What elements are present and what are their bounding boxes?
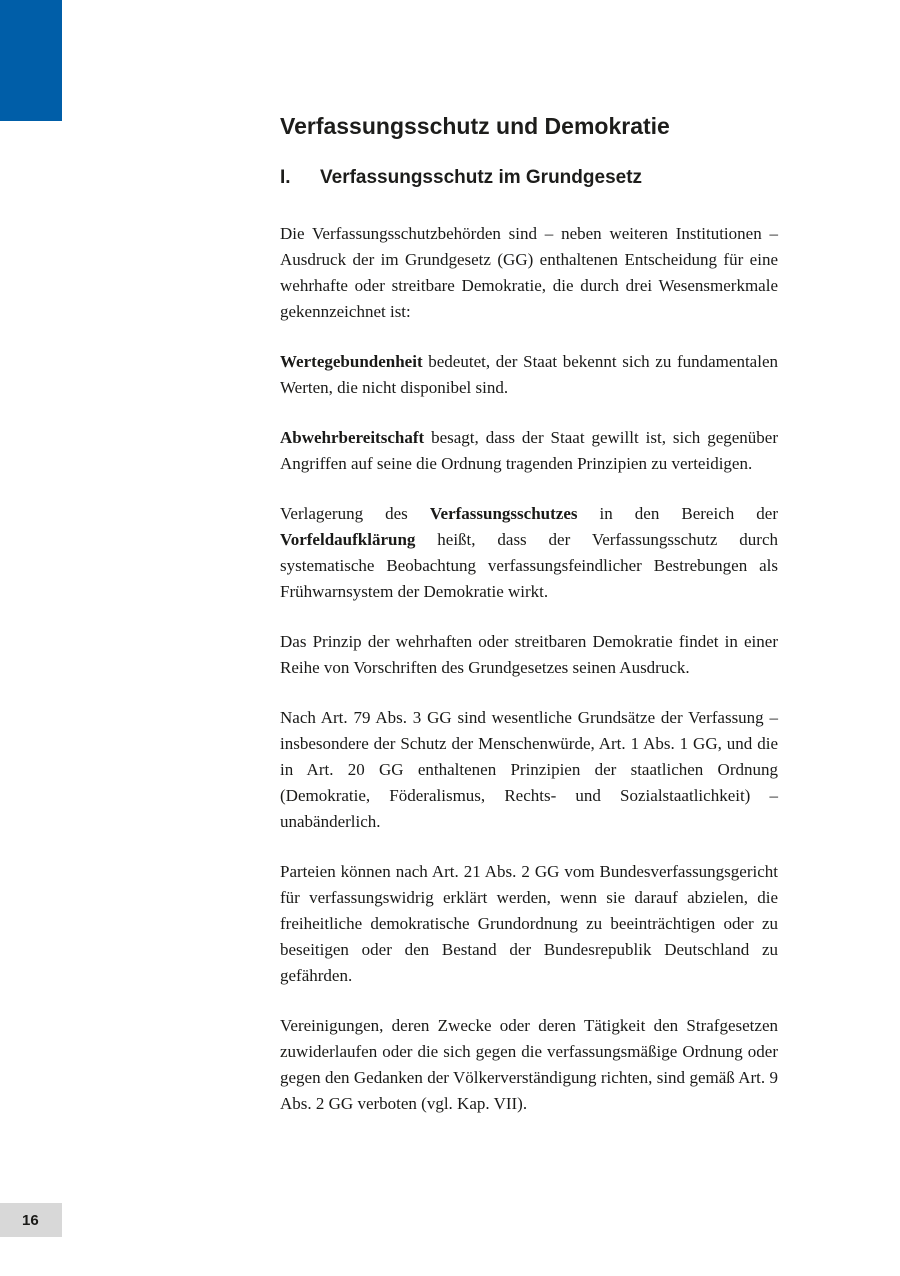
page-number-tab	[0, 1203, 62, 1237]
page-number: 16	[22, 1211, 39, 1229]
paragraph-run: bedeutet, der Staat bekennt sich zu fundamentalen Werten, die nicht disponibel sind.	[280, 352, 778, 397]
paragraph	[280, 705, 778, 835]
paragraph-run-bold: Verfassungsschutzes	[429, 504, 578, 523]
paragraph-run: in den Bereich der	[577, 504, 778, 523]
paragraph	[280, 221, 778, 325]
paragraph	[280, 629, 778, 681]
chapter-title: Verfassungsschutz und Demokratie	[280, 113, 670, 139]
paragraph-run: Parteien können nach Art. 21 Abs. 2 GG vom Bundesverfassungsgericht für verfassungswidrig erklärt werden, wenn sie darauf abzielen, die freiheitliche demokratische Grundordnung zu beeinträchtigen oder zu beseitigen oder den Bestand der Bundesrepublik Deutschland zu gefährden.	[280, 862, 778, 985]
paragraph	[280, 1013, 778, 1117]
paragraph-run: heißt, dass der Verfassungsschutz durch systematische Beobachtung verfassungsfeindlicher Bestrebungen als Frühwarnsystem der Demokratie wirkt.	[280, 530, 778, 601]
paragraph-run-bold: Wertegebundenheit	[280, 352, 423, 371]
paragraph-run-bold: Vorfeldaufklärung	[280, 530, 416, 549]
paragraph-run: Vereinigungen, deren Zwecke oder deren Tätigkeit den Strafgesetzen zuwiderlaufen oder die sich gegen die verfassungsmäßige Ordnung oder gegen den Gedanken der Völkerverständigung richten, sind gemäß Art. 9 Abs. 2 GG verboten (vgl. Kap. VII).	[280, 1016, 778, 1113]
paragraph-run: Nach Art. 79 Abs. 3 GG sind wesentliche Grundsätze der Verfassung – insbesondere der Schutz der Menschenwürde, Art. 1 Abs. 1 GG, und die in Art. 20 GG enthaltenen Prinzipien der staatlichen Ordnung (Demokratie, Föderalismus, Rechts- und Sozialstaatlichkeit) – unabänderlich.	[280, 708, 778, 831]
accent-blue-block	[0, 0, 62, 121]
paragraph-run-bold: Abwehrbereitschaft	[280, 428, 425, 447]
section-numeral: I.	[280, 167, 291, 188]
paragraph-run: Verlagerung des	[280, 504, 430, 523]
paragraph-run: besagt, dass der Staat gewillt ist, sich gegenüber Angriffen auf seine die Ordnung tragenden Prinzipien zu verteidigen.	[280, 428, 778, 473]
content-column	[280, 112, 778, 1117]
paragraph	[280, 859, 778, 989]
section-heading-text: Verfassungsschutz im Grundgesetz	[320, 167, 643, 188]
paragraph	[280, 349, 778, 401]
paragraph-run: Die Verfassungsschutzbehörden sind – neben weiteren Institutionen – Ausdruck der im Grundgesetz (GG) enthaltenen Entscheidung für eine wehrhafte oder streitbare Demokratie, die durch drei Wesensmerkmale gekennzeichnet ist:	[280, 224, 778, 321]
paragraph	[280, 425, 778, 477]
section-heading	[280, 166, 778, 189]
body-paragraphs	[280, 221, 778, 1117]
paragraph-run: Das Prinzip der wehrhaften oder streitbaren Demokratie findet in einer Reihe von Vorschriften des Grundgesetzes seinen Ausdruck.	[280, 632, 778, 677]
paragraph	[280, 501, 778, 605]
